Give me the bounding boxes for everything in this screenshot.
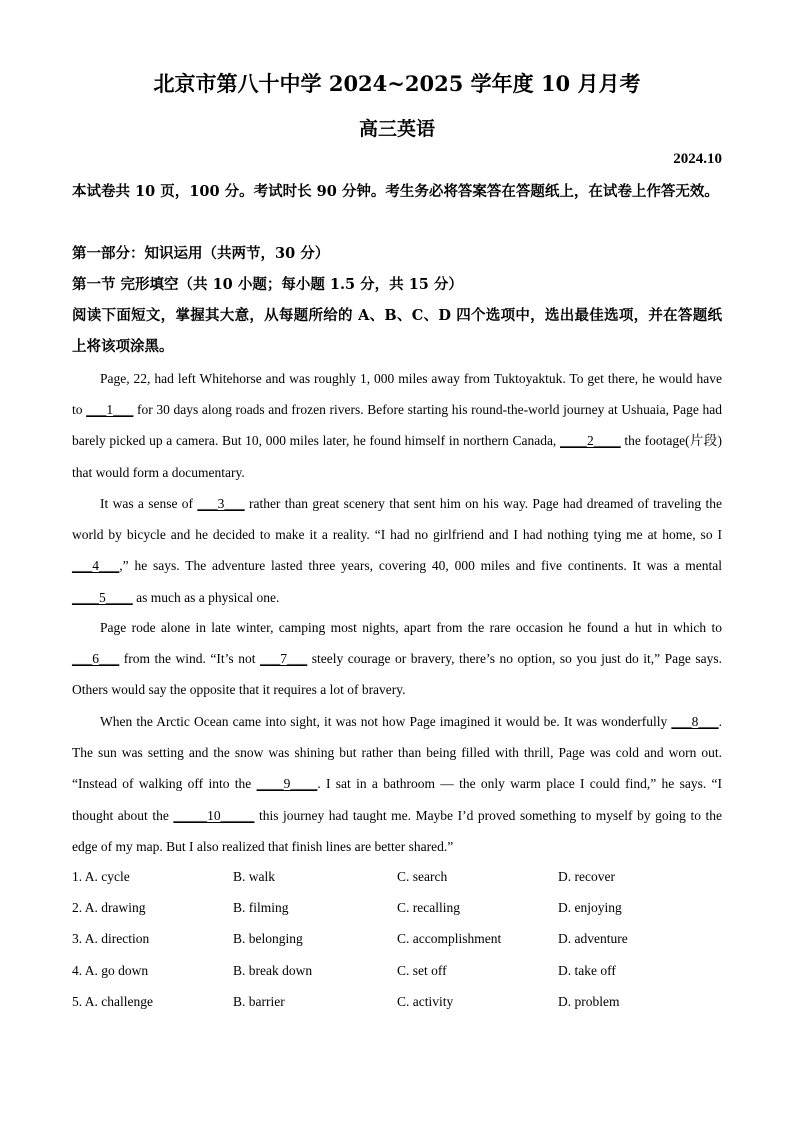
option-3a[interactable]: 3. A. direction [72,931,150,946]
blank-6: ___6___ [72,651,120,667]
option-2a[interactable]: 2. A. drawing [72,900,146,915]
option-3b[interactable]: B. belonging [233,931,303,946]
question-2-options [72,900,722,931]
section-heading: 第一节 完形填空（共 10 小题；每小题 1.5 分，共 15 分） [72,276,463,293]
blank-5: ____5____ [72,589,133,605]
exam-notice: 本试卷共 10 页，100 分。考试时长 90 分钟。考生务必将答案答在答题纸上，在试卷上作答无效。 [72,183,719,200]
option-1a[interactable]: 1. A. cycle [72,869,130,884]
passage-paragraph-3: Page rode alone in late winter, camping most nights, apart from the rare occasion he found a hut in which to ___6___ from the wind. “It’s not ___7___ steely courage or bravery, there’s no option, so you just do it,” Page says. Others would say the opposite that it requires a lot of bravery. [72,620,722,698]
exam-subject: 高三英语 [358,118,435,140]
option-4b[interactable]: B. break down [233,963,313,978]
blank-3: ___3___ [197,496,245,511]
blank-8: ___8___ [671,714,719,729]
question-3-options [72,931,722,962]
option-3c[interactable]: C. accomplishment [397,931,502,946]
passage-paragraph-1: Page, 22, had left Whitehorse and was roughly 1, 000 miles away from Tuktoyaktuk. To get there, he would have to ___1___ for 30 days along roads and frozen rivers. Before starting his round-the-world journey at Ushuaia, Page had barely picked up a camera. But 10, 000 miles later, he found himself in northern Canada, ____2____ the footage(片段) that would form a documentary. [72,371,723,480]
option-4c[interactable]: C. set off [397,963,447,978]
section-directions: 阅读下面短文，掌握其大意，从每题所给的 A、B、C、D 四个选项中，选出最佳选项，并在答题纸上将该项涂黑。 [72,307,722,355]
option-3d[interactable]: D. adventure [558,931,628,946]
blank-7: ___7___ [259,651,308,667]
question-4-options [72,963,722,994]
part-heading: 第一部分：知识运用（共两节，30 分） [72,245,330,262]
question-5-options [72,994,722,1025]
option-2c[interactable]: C. recalling [397,900,460,915]
option-5c[interactable]: C. activity [397,994,454,1009]
option-4a[interactable]: 4. A. go down [72,963,149,978]
option-2b[interactable]: B. filming [233,900,289,915]
blank-10: _____10_____ [173,807,255,823]
option-5a[interactable]: 5. A. challenge [72,994,153,1009]
option-5d[interactable]: D. problem [558,994,620,1009]
blank-9: ____9____ [256,776,318,792]
option-4d[interactable]: D. take off [558,963,616,978]
blank-1: ___1___ [86,402,134,418]
blank-2: ____2____ [560,433,621,449]
exam-date: 2024.10 [673,151,722,167]
passage-paragraph-4: When the Arctic Ocean came into sight, it was not how Page imagined it would be. It was wonderfully ___8___. The sun was setting and the snow was shining but rather than being filled with thrill, Page was cold and worn out. “Instead of walking off into the ____9____. I sat in a bathroom — the only warm place I could find,” he says. “I thought about the _____10_____ this journey had taught me. Maybe I’d proved something to myself by going to the edge of my map. But I also realized that finish lines are better shared.” [72,714,722,854]
option-1d[interactable]: D. recover [558,869,615,884]
option-1c[interactable]: C. search [397,869,448,884]
passage-paragraph-2: It was a sense of ___3___ rather than great scenery that sent him on his way. Page had dreamed of traveling the world by bicycle and he decided to make it a reality. “I had no girlfriend and I had nothing tying me at home, so I ___4___,” he says. The adventure lasted three years, covering 40, 000 miles and five continents. It was a mental ____5____ as much as a physical one. [72,496,722,605]
option-2d[interactable]: D. enjoying [558,900,622,915]
question-1-options [72,869,722,900]
option-1b[interactable]: B. walk [233,869,275,884]
exam-title: 北京市第八十中学 2024~2025 学年度 10 月月考 [153,71,641,96]
blank-4: ___4___ [72,558,120,574]
option-5b[interactable]: B. barrier [233,994,285,1009]
